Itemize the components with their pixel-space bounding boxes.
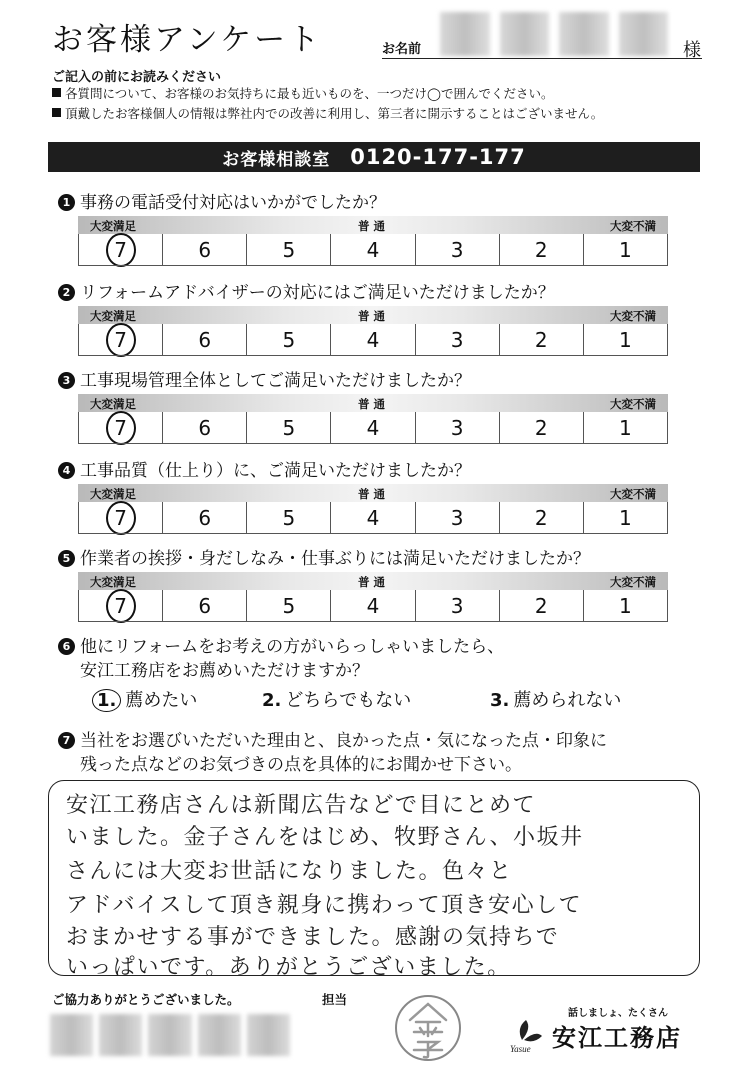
question-text-5: 5 作業者の挨拶・身だしなみ・仕事ぶりには満足いただけましたか？ xyxy=(58,544,590,569)
rating-option-2[interactable]: 2 xyxy=(499,502,583,534)
scale-header xyxy=(78,484,668,502)
rating-option-6[interactable]: 6 xyxy=(162,234,246,266)
rating-scale-q4 xyxy=(78,484,668,534)
rating-option-1[interactable]: 1 xyxy=(583,234,668,266)
rating-option-7[interactable]: 7 xyxy=(78,324,162,356)
rating-option-2[interactable]: 2 xyxy=(499,590,583,622)
scale-label-very-satisfied: 大変満足 xyxy=(90,487,136,501)
scale-label-neutral: 普 通 xyxy=(358,575,386,589)
scale-label-very-dissatisfied: 大変不満 xyxy=(610,309,656,323)
question-text-7: 7 当社をお選びいただいた理由と、良かった点・気になった点・印象に xyxy=(58,726,607,751)
scale-label-neutral: 普 通 xyxy=(358,487,386,501)
rating-option-4[interactable]: 4 xyxy=(330,590,414,622)
address-redacted xyxy=(50,1014,290,1056)
question-number-icon: 5 xyxy=(58,550,75,567)
question-text-4: 4 工事品質（仕上り）に、ご満足いただけましたか？ xyxy=(58,456,471,481)
rating-option-3[interactable]: 3 xyxy=(415,590,499,622)
scale-header xyxy=(78,394,668,412)
scale-options xyxy=(78,324,668,356)
consultation-banner xyxy=(48,142,700,172)
instructions-heading: ご記入の前にお読みください xyxy=(52,70,222,85)
rating-option-5[interactable]: 5 xyxy=(246,502,330,534)
consultation-label: お客様相談室 xyxy=(222,149,331,170)
scale-header xyxy=(78,216,668,234)
rating-option-3[interactable]: 3 xyxy=(415,412,499,444)
rating-option-2[interactable]: 2 xyxy=(499,324,583,356)
rating-option-3[interactable]: 3 xyxy=(415,324,499,356)
rating-option-2[interactable]: 2 xyxy=(499,234,583,266)
question-number-icon: 7 xyxy=(58,732,75,749)
recommend-option-2[interactable]: 2. どちらでもない xyxy=(262,690,412,711)
scale-options xyxy=(78,234,668,266)
handwritten-comment-line: 安江工務店さんは新聞広告などで目にとめて xyxy=(66,793,537,818)
handwritten-comment-line: いました。金子さんをはじめ、牧野さん、小坂井 xyxy=(66,825,584,850)
rating-option-1[interactable]: 1 xyxy=(583,412,668,444)
rating-option-1[interactable]: 1 xyxy=(583,324,668,356)
thanks-text: ご協力ありがとうございました。 xyxy=(52,992,240,1007)
rating-option-5[interactable]: 5 xyxy=(246,324,330,356)
scale-label-very-satisfied: 大変満足 xyxy=(90,397,136,411)
question-text-3: 3 工事現場管理全体としてご満足いただけましたか？ xyxy=(58,366,471,391)
question-text-6: 6 他にリフォームをお考えの方がいらっしゃいましたら、 xyxy=(58,632,504,657)
question-number-icon: 1 xyxy=(58,194,75,211)
handwritten-comment-line: アドバイスして頂き親身に携わって頂き安心して xyxy=(66,893,583,918)
rating-scale-q1 xyxy=(78,216,668,266)
brand-name: 安江工務店 xyxy=(552,1024,682,1052)
yasue-leaf-logo-icon xyxy=(508,1016,546,1056)
name-label: お名前 xyxy=(382,42,422,57)
brand-tagline: 話しましょ、たくさん xyxy=(568,1008,668,1019)
rating-option-7[interactable]: 7 xyxy=(78,590,162,622)
rating-scale-q2 xyxy=(78,306,668,356)
scale-options xyxy=(78,412,668,444)
question-text-2: 2 リフォームアドバイザーの対応にはご満足いただけましたか？ xyxy=(58,278,555,303)
square-bullet-icon xyxy=(52,88,61,97)
square-bullet-icon xyxy=(52,108,61,117)
honorific-label: 様 xyxy=(683,40,701,61)
rating-option-4[interactable]: 4 xyxy=(330,502,414,534)
rating-option-4[interactable]: 4 xyxy=(330,234,414,266)
scale-header xyxy=(78,306,668,324)
recommend-option-1[interactable]: 1. 薦めたい xyxy=(92,686,197,712)
rating-option-1[interactable]: 1 xyxy=(583,502,668,534)
scale-label-very-dissatisfied: 大変不満 xyxy=(610,487,656,501)
question-number-icon: 2 xyxy=(58,284,75,301)
rating-option-4[interactable]: 4 xyxy=(330,412,414,444)
rating-scale-q3 xyxy=(78,394,668,444)
rating-option-2[interactable]: 2 xyxy=(499,412,583,444)
rating-option-6[interactable]: 6 xyxy=(162,412,246,444)
rating-option-3[interactable]: 3 xyxy=(415,502,499,534)
scale-label-very-dissatisfied: 大変不満 xyxy=(610,397,656,411)
rating-option-7[interactable]: 7 xyxy=(78,412,162,444)
handwritten-comment-line: さんには大変お世話になりました。色々と xyxy=(66,859,513,884)
scale-label-very-satisfied: 大変満足 xyxy=(90,219,136,233)
scale-label-very-satisfied: 大変満足 xyxy=(90,575,136,589)
question-text-6-line2: 安江工務店をお薦めいただけますか？ xyxy=(80,661,369,681)
rating-option-5[interactable]: 5 xyxy=(246,590,330,622)
rating-option-6[interactable]: 6 xyxy=(162,324,246,356)
question-text-1: 1 事務の電話受付対応はいかがでしたか？ xyxy=(58,188,386,213)
question-number-icon: 3 xyxy=(58,372,75,389)
question-number-icon: 4 xyxy=(58,462,75,479)
staff-seal-stamp xyxy=(392,992,464,1064)
question-number-icon: 6 xyxy=(58,638,75,655)
form-title: お客様アンケート xyxy=(52,22,323,58)
scale-label-neutral: 普 通 xyxy=(358,309,386,323)
scale-label-neutral: 普 通 xyxy=(358,219,386,233)
rating-option-7[interactable]: 7 xyxy=(78,234,162,266)
rating-option-6[interactable]: 6 xyxy=(162,590,246,622)
svg-text:Yasue: Yasue xyxy=(510,1044,531,1054)
scale-label-neutral: 普 通 xyxy=(358,397,386,411)
scale-options xyxy=(78,590,668,622)
name-redacted xyxy=(440,12,668,56)
rating-scale-q5 xyxy=(78,572,668,622)
scale-header xyxy=(78,572,668,590)
rating-option-4[interactable]: 4 xyxy=(330,324,414,356)
rating-option-3[interactable]: 3 xyxy=(415,234,499,266)
rating-option-5[interactable]: 5 xyxy=(246,234,330,266)
name-field[interactable] xyxy=(382,58,702,59)
rating-option-1[interactable]: 1 xyxy=(583,590,668,622)
question-text-7-line2: 残った点などのお気づきの点を具体的にお聞かせ下さい。 xyxy=(80,755,522,775)
rating-option-7[interactable]: 7 xyxy=(78,502,162,534)
rating-option-6[interactable]: 6 xyxy=(162,502,246,534)
instruction-note: 頂戴したお客様個人の情報は弊社内での改善に利用し、第三者に開示することはございません。 xyxy=(52,104,603,122)
scale-options xyxy=(78,502,668,534)
handwritten-comment-line: いっぱいです。ありがとうございました。 xyxy=(66,955,511,980)
staff-label: 担当 xyxy=(322,992,348,1007)
consultation-phone: 0120-177-177 xyxy=(350,145,526,169)
handwritten-comment-line: おまかせする事ができました。感謝の気持ちで xyxy=(66,925,560,950)
instruction-note: 各質問について、お客様のお気持ちに最も近いものを、一つだけ◯で囲んでください。 xyxy=(52,84,554,102)
rating-option-5[interactable]: 5 xyxy=(246,412,330,444)
scale-label-very-satisfied: 大変満足 xyxy=(90,309,136,323)
recommend-option-3[interactable]: 3. 薦められない xyxy=(490,690,622,711)
scale-label-very-dissatisfied: 大変不満 xyxy=(610,219,656,233)
scale-label-very-dissatisfied: 大変不満 xyxy=(610,575,656,589)
